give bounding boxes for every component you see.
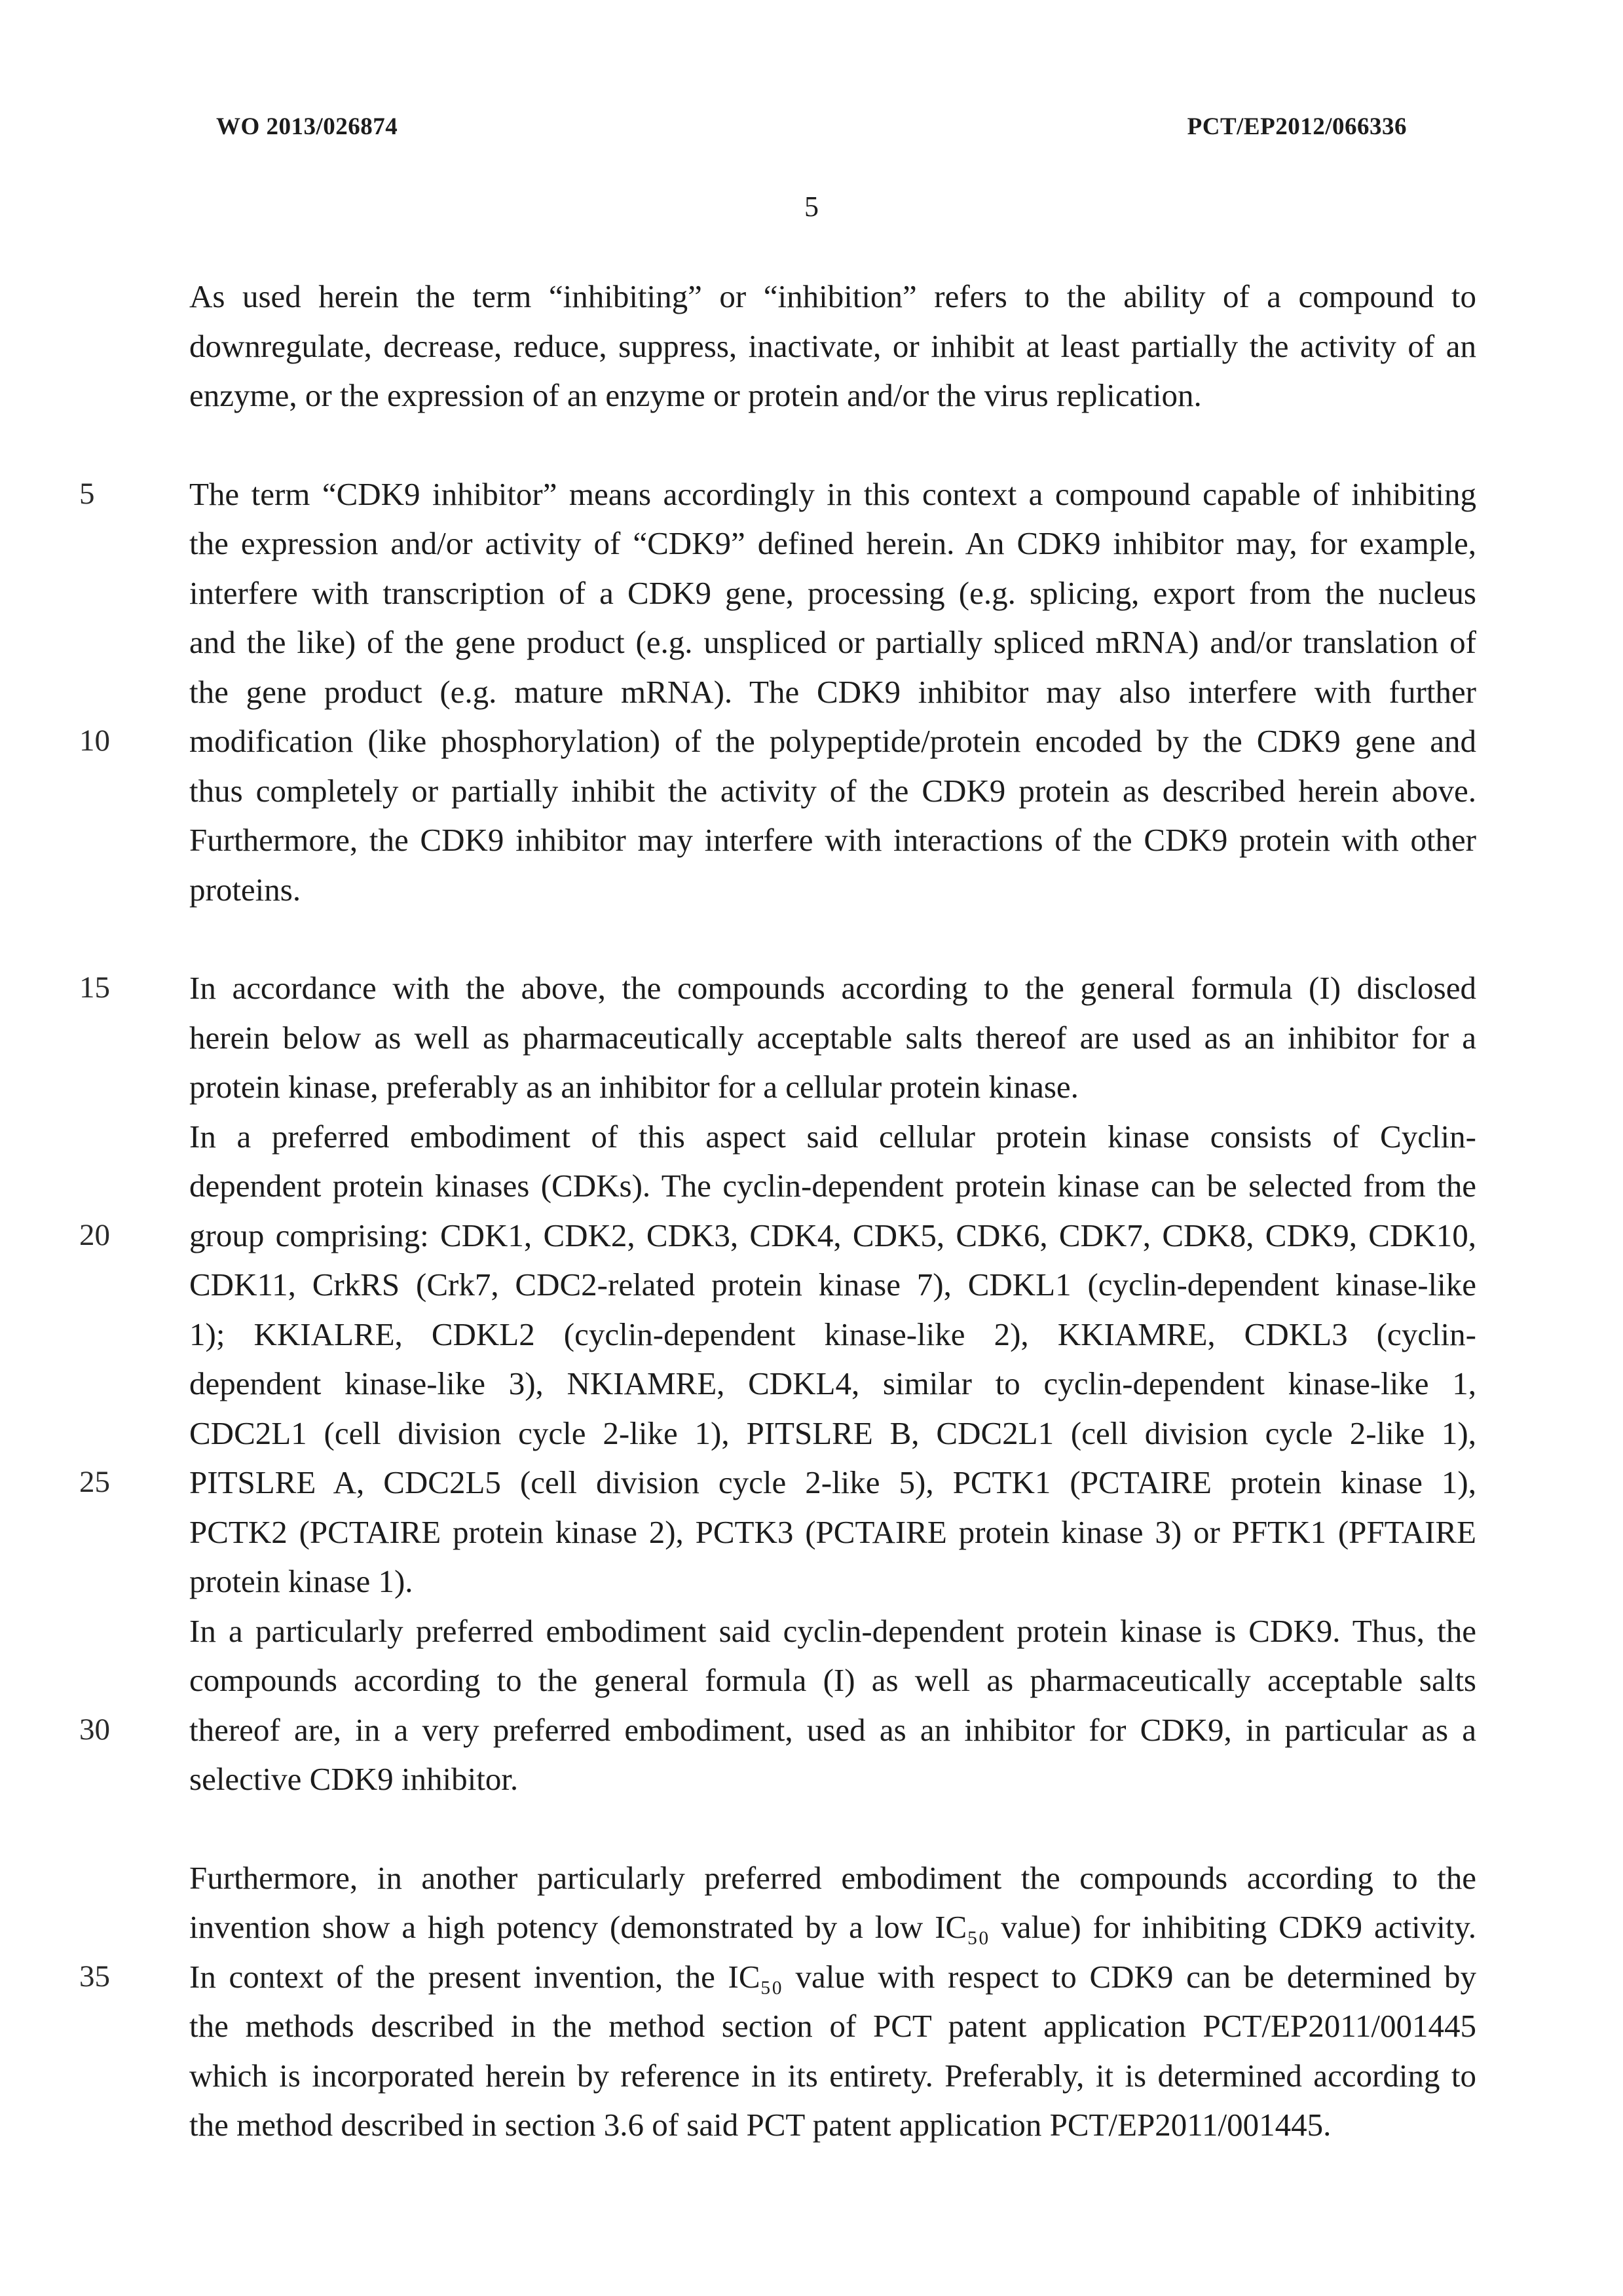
text-line (189, 322, 1476, 371)
line-text: CDC2L1 (cell division cycle 2-like 1), PITSLRE B, CDC2L1 (cell division cycle 2-like 1), (189, 1415, 1476, 1451)
text-line (189, 568, 1476, 618)
line-text: thus completely or partially inhibit the activity of the CDK9 protein as described herein above. (189, 772, 1476, 809)
text-line (189, 272, 1476, 322)
page-number: 5 (804, 191, 819, 223)
line-text: In a particularly preferred embodiment said cyclin-dependent protein kinase is CDK9. Thus, the (189, 1612, 1476, 1649)
line-text: the methods described in the method section of PCT patent application PCT/EP2011/001445 (189, 2008, 1476, 2044)
line-text: herein below as well as pharmaceutically acceptable salts thereof are used as an inhibitor for a (189, 1019, 1476, 1056)
text-line (79, 1952, 1476, 2002)
line-text: compounds according to the general formula (I) as well as pharmaceutically acceptable salts (189, 1662, 1476, 1698)
text-line (189, 618, 1476, 667)
line-text: which is incorporated herein by reference in its entirety. Preferably, it is determined according to (189, 2057, 1476, 2094)
text-line (189, 1853, 1476, 1903)
line-text: In a preferred embodiment of this aspect said cellular protein kinase consists of Cyclin- (189, 1118, 1476, 1155)
line-number: 20 (79, 1217, 110, 1252)
line-text: downregulate, decrease, reduce, suppress, inactivate, or inhibit at least partially the activity of an (189, 327, 1476, 364)
line-text: Furthermore, the CDK9 inhibitor may interfere with interactions of the CDK9 protein with other (189, 822, 1476, 858)
paragraph-gap (189, 1804, 1476, 1853)
text-line (189, 1557, 1476, 1606)
line-text: In accordance with the above, the compounds according to the general formula (I) disclosed (189, 970, 1476, 1006)
text-line (189, 1656, 1476, 1705)
line-text: the method described in section 3.6 of said PCT patent application PCT/EP2011/001445. (189, 2107, 1332, 2143)
text-line (189, 519, 1476, 568)
text-line (79, 470, 1476, 519)
text-line (189, 1409, 1476, 1458)
line-text: dependent kinase-like 3), NKIAMRE, CDKL4, similar to cyclin-dependent kinase-like 1, (189, 1365, 1476, 1401)
line-text: As used herein the term “inhibiting” or “inhibition” refers to the ability of a compound to (189, 278, 1476, 314)
text-line (189, 371, 1476, 420)
text-line (189, 1112, 1476, 1162)
text-line (189, 667, 1476, 717)
text-line (189, 2001, 1476, 2051)
text-line (189, 865, 1476, 915)
text-line (189, 1606, 1476, 1656)
application-number: PCT/EP2012/066336 (1187, 113, 1407, 140)
text-line (189, 1013, 1476, 1063)
line-number: 10 (79, 724, 110, 758)
text-line (189, 766, 1476, 816)
line-text: CDK11, CrkRS (Crk7, CDC2-related protein kinase 7), CDKL1 (cyclin-dependent kinase-like (189, 1267, 1476, 1303)
line-number: 15 (79, 971, 110, 1005)
paragraph (79, 470, 1476, 915)
line-text: dependent protein kinases (CDKs). The cyclin-dependent protein kinase can be selected from the (189, 1168, 1476, 1204)
line-text: thereof are, in a very preferred embodiment, used as an inhibitor for CDK9, in particular as a (189, 1711, 1476, 1748)
line-text: the expression and/or activity of “CDK9” defined herein. An CDK9 inhibitor may, for example, (189, 525, 1476, 561)
text-line (189, 1062, 1476, 1112)
paragraph-gap (189, 914, 1476, 963)
publication-number: WO 2013/026874 (216, 113, 398, 140)
line-text: PITSLRE A, CDC2L5 (cell division cycle 2-like 5), PCTK1 (PCTAIRE protein kinase 1), (189, 1464, 1476, 1500)
line-text: invention show a high potency (demonstrated by a low IC₅₀ value) for inhibiting CDK9 activity. (189, 1909, 1476, 1945)
line-number: 35 (79, 1959, 110, 1993)
text-line (189, 2051, 1476, 2101)
document-body (79, 272, 1476, 2150)
line-text: interfere with transcription of a CDK9 gene, processing (e.g. splicing, export from the nucleus (189, 574, 1476, 611)
text-line (189, 1310, 1476, 1360)
line-text: selective CDK9 inhibitor. (189, 1761, 519, 1797)
line-number: 30 (79, 1712, 110, 1747)
line-text: In context of the present invention, the IC₅₀ value with respect to CDK9 can be determined by (189, 1958, 1476, 1995)
line-text: protein kinase 1). (189, 1563, 413, 1599)
line-text: enzyme, or the expression of an enzyme or protein and/or the virus replication. (189, 377, 1202, 413)
text-line (189, 1754, 1476, 1804)
text-line (79, 1705, 1476, 1755)
text-line (189, 1508, 1476, 1557)
line-number: 5 (79, 476, 95, 511)
line-text: PCTK2 (PCTAIRE protein kinase 2), PCTK3 (PCTAIRE protein kinase 3) or PFTK1 (PFTAIRE (189, 1513, 1476, 1550)
text-line (79, 1211, 1476, 1261)
line-text: The term “CDK9 inhibitor” means accordingly in this context a compound capable of inhibiting (189, 475, 1476, 512)
line-text: 1); KKIALRE, CDKL2 (cyclin-dependent kinase-like 2), KKIAMRE, CDKL3 (cyclin- (189, 1316, 1476, 1352)
line-text: the gene product (e.g. mature mRNA). The CDK9 inhibitor may also interfere with further (189, 673, 1476, 710)
paragraph (79, 963, 1476, 1804)
text-line (79, 1458, 1476, 1508)
text-line (189, 1359, 1476, 1409)
text-line (189, 1161, 1476, 1211)
line-number: 25 (79, 1465, 110, 1499)
line-text: modification (like phosphorylation) of the polypeptide/protein encoded by the CDK9 gene and (189, 723, 1476, 759)
paragraph-gap (189, 420, 1476, 470)
line-text: and the like) of the gene product (e.g. unspliced or partially spliced mRNA) and/or translation of (189, 624, 1476, 660)
paragraph (189, 272, 1476, 420)
line-text: Furthermore, in another particularly preferred embodiment the compounds according to the (189, 1859, 1476, 1896)
text-line (79, 716, 1476, 766)
paragraph (79, 1853, 1476, 2150)
text-line (189, 815, 1476, 865)
line-text: protein kinase, preferably as an inhibitor for a cellular protein kinase. (189, 1069, 1079, 1105)
text-line (189, 1260, 1476, 1310)
line-text: group comprising: CDK1, CDK2, CDK3, CDK4, CDK5, CDK6, CDK7, CDK8, CDK9, CDK10, (189, 1217, 1476, 1253)
line-text: proteins. (189, 871, 301, 908)
text-line (189, 2100, 1476, 2150)
text-line (189, 1902, 1476, 1952)
text-line (79, 963, 1476, 1013)
